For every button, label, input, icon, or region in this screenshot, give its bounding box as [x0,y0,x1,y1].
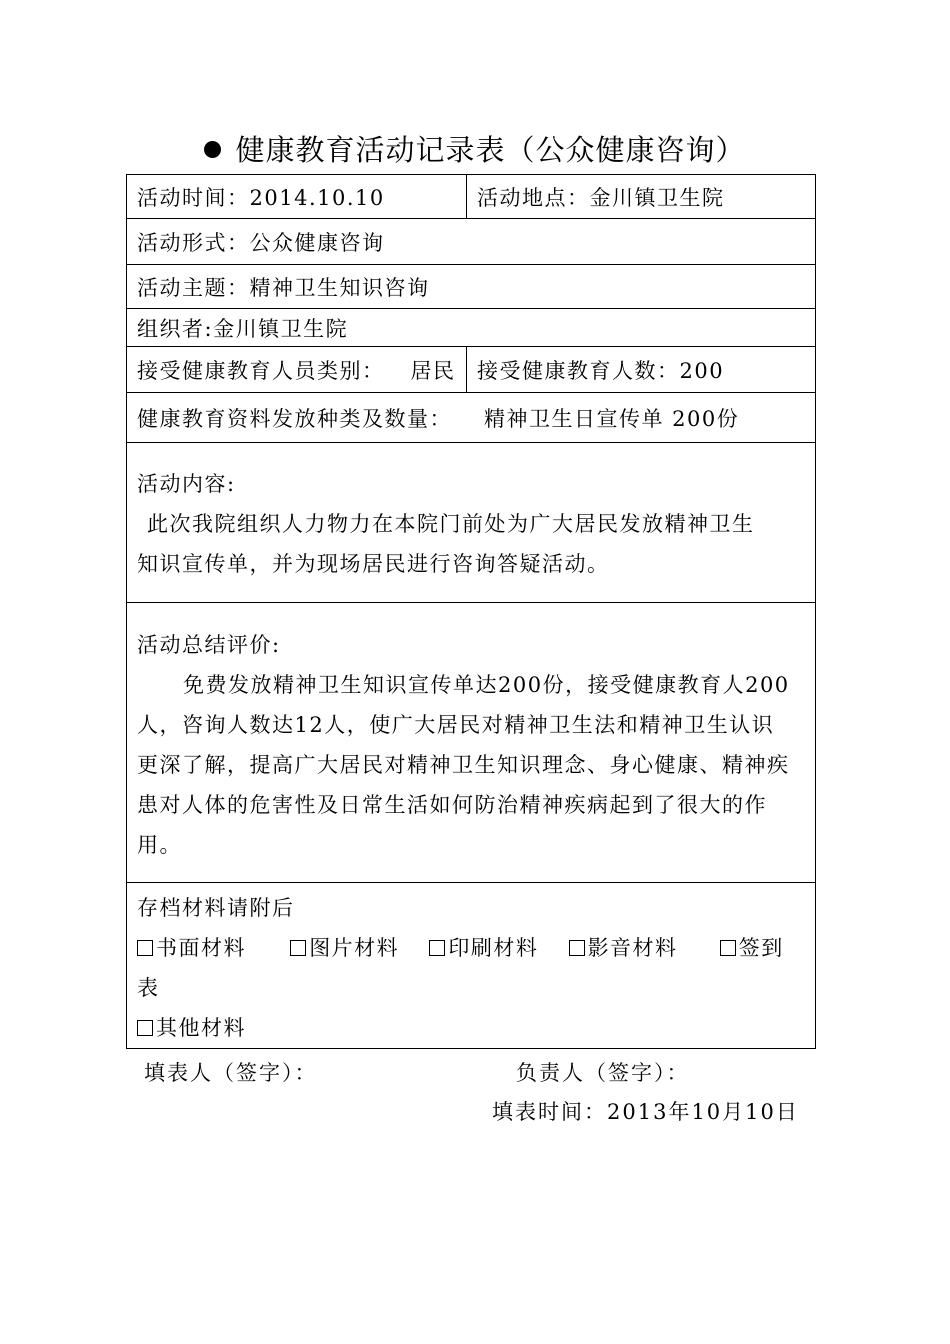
checkbox-icon[interactable] [137,940,153,956]
checkbox-icon[interactable] [137,1020,153,1036]
fill-date: 填表时间：2013年10月10日 [492,1100,799,1124]
table-row [127,347,816,393]
checkbox-icon[interactable] [429,940,445,956]
checkbox-icon[interactable] [720,940,736,956]
activity-summary [127,603,816,883]
table-row [127,393,816,443]
summary-line: 用。 [137,833,182,857]
summary-line: 患对人体的危害性及日常生活如何防治精神疾病起到了很大的作 [137,793,767,817]
recipient-category-value: 居民 [410,358,456,383]
activity-form: 活动形式：公众健康咨询 [127,219,816,265]
table-row [127,603,816,883]
table-row [127,265,816,309]
summary-line: 更深了解，提高广大居民对精神卫生知识理念、身心健康、精神疾 [137,753,790,777]
responsible-signature: 负责人（签字）： [516,1061,690,1085]
filler-signature: 填表人（签字）： [144,1061,318,1085]
content-label: 活动内容: [137,471,236,496]
table-row [127,443,816,603]
record-table [126,174,816,1049]
content-line: 知识宣传单，并为现场居民进行咨询答疑活动。 [137,551,610,576]
materials-distributed [127,393,816,443]
table-row [127,309,816,347]
archive-option-printed[interactable]: 印刷材料 [429,936,538,960]
activity-content [127,443,816,603]
archive-option-other[interactable]: 其他材料 [137,1008,815,1048]
summary-line: 免费发放精神卫生知识宣传单达200份，接受健康教育人200 [183,673,790,697]
page-title [0,130,950,170]
table-row [127,219,816,265]
activity-time: 活动时间：2014.10.10 [127,175,467,219]
organizer: 组织者:金川镇卫生院 [127,309,816,347]
archive-options-row [137,928,815,968]
checkbox-icon[interactable] [290,940,306,956]
table-row [127,175,816,219]
activity-theme: 活动主题：精神卫生知识咨询 [127,265,816,309]
checkbox-icon[interactable] [569,940,585,956]
summary-label: 活动总结评价: [137,633,281,657]
archive-option-written[interactable]: 书面材料 [137,936,246,960]
archive-label: 存档材料请附后 [137,896,295,920]
table-row [127,883,816,1049]
summary-line: 人，咨询人数达12人，使广大居民对精神卫生法和精神卫生认识 [137,713,775,737]
bullet-icon [204,141,221,158]
recipient-category [127,347,467,393]
materials-label: 健康教育资料发放种类及数量： [137,406,452,431]
content-line: 此次我院组织人力物力在本院门前处为广大居民发放精神卫生 [147,511,755,536]
archive-option-pictures[interactable]: 图片材料 [290,936,399,960]
activity-place: 活动地点：金川镇卫生院 [467,175,816,219]
archive-option-audiovisual[interactable]: 影音材料 [569,936,678,960]
archive-option-signin[interactable]: 签到 [720,936,784,960]
materials-value: 精神卫生日宣传单 200份 [484,406,740,431]
title-text: 健康教育活动记录表（公众健康咨询） [235,133,746,167]
recipient-category-label: 接受健康教育人员类别： [137,358,385,383]
recipient-count: 接受健康教育人数：200 [467,347,816,393]
archive-option-signin-continued: 表 [137,976,160,1000]
archive-section [127,883,816,1049]
